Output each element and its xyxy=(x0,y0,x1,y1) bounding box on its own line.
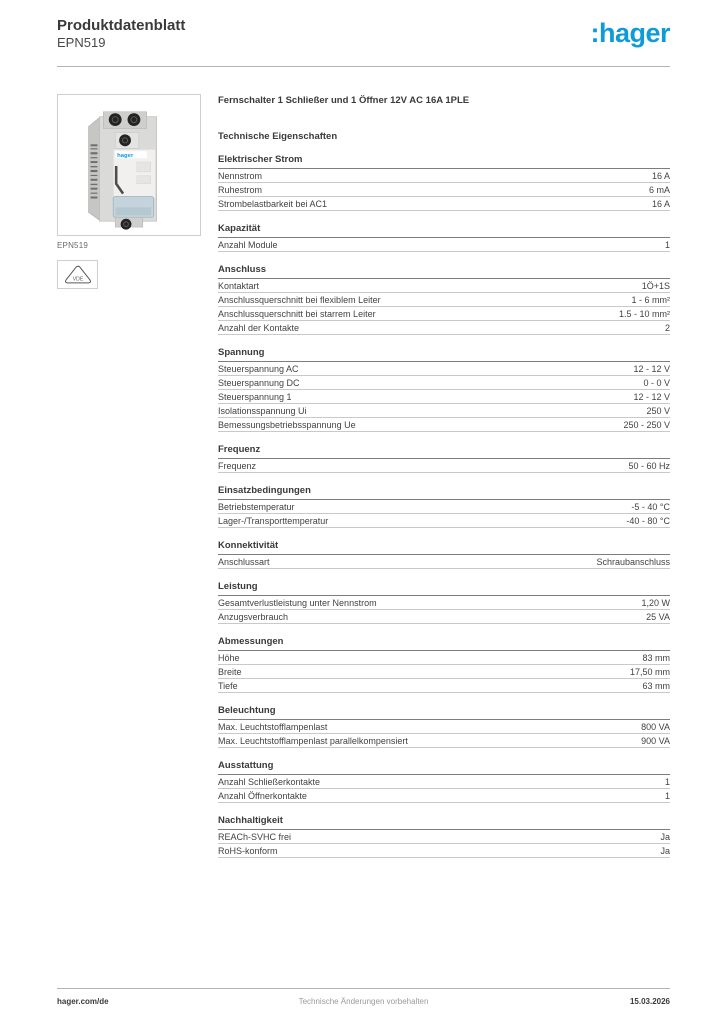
section-title: Kapazität xyxy=(218,224,670,238)
table-row xyxy=(218,720,670,734)
table-row xyxy=(218,293,670,307)
table-row xyxy=(218,844,670,858)
footer-website-link[interactable]: hager.com/de xyxy=(57,997,109,1006)
row-value: 16 A xyxy=(651,199,670,209)
section-rows xyxy=(218,775,670,803)
svg-text:VDE: VDE xyxy=(72,276,83,283)
row-value: 1.5 - 10 mm² xyxy=(618,309,670,319)
row-value: 2 xyxy=(664,323,670,333)
section-rows xyxy=(218,169,670,211)
table-row xyxy=(218,362,670,376)
row-value: 800 VA xyxy=(641,722,670,732)
row-label: Strombelastbarkeit bei AC1 xyxy=(218,199,328,209)
table-row xyxy=(218,596,670,610)
table-row xyxy=(218,555,670,569)
section-rows xyxy=(218,651,670,693)
header-divider xyxy=(57,66,670,67)
row-label: Max. Leuchtstofflampenlast parallelkompensiert xyxy=(218,736,408,746)
section-rows xyxy=(218,238,670,252)
row-value: 63 mm xyxy=(642,681,670,691)
row-value: 0 - 0 V xyxy=(643,378,670,388)
row-label: Höhe xyxy=(218,653,240,663)
table-row xyxy=(218,459,670,473)
row-label: Steuerspannung AC xyxy=(218,364,299,374)
row-label: Ruhestrom xyxy=(218,185,263,195)
row-label: Frequenz xyxy=(218,461,257,471)
row-value: 1Ö+1S xyxy=(641,281,670,291)
row-label: Betriebstemperatur xyxy=(218,502,295,512)
row-value: 900 VA xyxy=(641,736,670,746)
spec-section xyxy=(218,761,670,803)
section-rows xyxy=(218,720,670,748)
row-label: Lager-/Transporttemperatur xyxy=(218,516,329,526)
row-value: 250 V xyxy=(646,406,670,416)
spec-sections xyxy=(218,155,670,858)
row-value: -40 - 80 °C xyxy=(626,516,670,526)
row-label: Bemessungsbetriebsspannung Ue xyxy=(218,420,356,430)
product-image-caption: EPN519 xyxy=(57,241,88,250)
table-row xyxy=(218,830,670,844)
vde-certification-icon xyxy=(57,260,98,289)
page-header xyxy=(57,17,670,51)
section-title: Nachhaltigkeit xyxy=(218,816,670,830)
spec-content xyxy=(218,94,670,858)
section-rows xyxy=(218,362,670,432)
row-label: Anzugsverbrauch xyxy=(218,612,289,622)
row-value: 1,20 W xyxy=(641,598,670,608)
product-code: EPN519 xyxy=(57,35,106,50)
section-rows xyxy=(218,555,670,569)
table-row xyxy=(218,514,670,528)
row-label: Anzahl Öffnerkontakte xyxy=(218,791,307,801)
row-value: 16 A xyxy=(651,171,670,181)
row-label: Nennstrom xyxy=(218,171,263,181)
table-row xyxy=(218,610,670,624)
svg-text:hager: hager xyxy=(117,153,134,160)
table-row xyxy=(218,775,670,789)
section-title: Anschluss xyxy=(218,265,670,279)
row-value: 1 xyxy=(664,777,670,787)
section-title: Leistung xyxy=(218,582,670,596)
spec-section xyxy=(218,265,670,335)
spec-section xyxy=(218,637,670,693)
row-label: Anschlussquerschnitt bei starrem Leiter xyxy=(218,309,376,319)
table-row xyxy=(218,418,670,432)
row-label: REACh-SVHC frei xyxy=(218,832,292,842)
product-photo-svg xyxy=(58,95,200,235)
row-label: Max. Leuchtstofflampenlast xyxy=(218,722,328,732)
doc-type-title: Produktdatenblatt xyxy=(57,17,186,34)
section-rows xyxy=(218,500,670,528)
section-title: Beleuchtung xyxy=(218,706,670,720)
row-label: Anschlussquerschnitt bei flexiblem Leiter xyxy=(218,295,381,305)
section-rows xyxy=(218,596,670,624)
row-value: 1 - 6 mm² xyxy=(631,295,670,305)
product-sidebar xyxy=(57,94,218,858)
table-row xyxy=(218,169,670,183)
row-value: 25 VA xyxy=(646,612,670,622)
row-value: 17,50 mm xyxy=(629,667,670,677)
row-value: Ja xyxy=(660,832,670,842)
section-title: Ausstattung xyxy=(218,761,670,775)
row-value: -5 - 40 °C xyxy=(631,502,670,512)
row-label: Isolationsspannung Ui xyxy=(218,406,307,416)
table-row xyxy=(218,238,670,252)
product-title: Fernschalter 1 Schließer und 1 Öffner 12V AC 16A 1PLE xyxy=(218,95,470,106)
tech-properties-heading: Technische Eigenschaften xyxy=(218,131,338,142)
footer-disclaimer: Technische Änderungen vorbehalten xyxy=(298,997,429,1006)
spec-section xyxy=(218,445,670,473)
product-image xyxy=(57,94,201,236)
row-label: RoHS-konform xyxy=(218,846,278,856)
row-value: 12 - 12 V xyxy=(633,364,670,374)
section-title: Frequenz xyxy=(218,445,670,459)
page-footer xyxy=(57,997,670,1007)
table-row xyxy=(218,679,670,693)
table-row xyxy=(218,665,670,679)
row-value: 6 mA xyxy=(648,185,670,195)
row-label: Gesamtverlustleistung unter Nennstrom xyxy=(218,598,377,608)
spec-section xyxy=(218,224,670,252)
row-label: Tiefe xyxy=(218,681,238,691)
table-row xyxy=(218,390,670,404)
row-value: 250 - 250 V xyxy=(623,420,670,430)
row-label: Anzahl der Kontakte xyxy=(218,323,300,333)
row-value: 12 - 12 V xyxy=(633,392,670,402)
footer-date: 15.03.2026 xyxy=(629,997,670,1006)
table-row xyxy=(218,651,670,665)
row-value: Ja xyxy=(660,846,670,856)
header-titles xyxy=(57,17,185,51)
table-row xyxy=(218,197,670,211)
section-title: Spannung xyxy=(218,348,670,362)
row-value: 1 xyxy=(664,240,670,250)
row-label: Anzahl Module xyxy=(218,240,278,250)
row-value: Schraubanschluss xyxy=(596,557,670,567)
spec-section xyxy=(218,706,670,748)
table-row xyxy=(218,376,670,390)
spec-section xyxy=(218,541,670,569)
row-value: 50 - 60 Hz xyxy=(628,461,670,471)
row-label: Steuerspannung DC xyxy=(218,378,300,388)
section-title: Abmessungen xyxy=(218,637,670,651)
row-value: 83 mm xyxy=(642,653,670,663)
spec-section xyxy=(218,486,670,528)
table-row xyxy=(218,404,670,418)
section-title: Elektrischer Strom xyxy=(218,155,670,169)
table-row xyxy=(218,734,670,748)
section-title: Einsatzbedingungen xyxy=(218,486,670,500)
spec-section xyxy=(218,582,670,624)
table-row xyxy=(218,321,670,335)
table-row xyxy=(218,307,670,321)
main-content xyxy=(57,94,670,858)
row-label: Kontaktart xyxy=(218,281,260,291)
row-label: Breite xyxy=(218,667,242,677)
spec-section xyxy=(218,816,670,858)
row-label: Steuerspannung 1 xyxy=(218,392,292,402)
table-row xyxy=(218,789,670,803)
section-rows xyxy=(218,459,670,473)
section-rows xyxy=(218,830,670,858)
row-label: Anschlussart xyxy=(218,557,270,567)
spec-section xyxy=(218,348,670,432)
row-label: Anzahl Schließerkontakte xyxy=(218,777,321,787)
table-row xyxy=(218,183,670,197)
section-title: Konnektivität xyxy=(218,541,670,555)
section-rows xyxy=(218,279,670,335)
hager-logo: :hager xyxy=(590,18,670,48)
footer-divider xyxy=(57,988,670,989)
row-value: 1 xyxy=(664,791,670,801)
table-row xyxy=(218,279,670,293)
table-row xyxy=(218,500,670,514)
spec-section xyxy=(218,155,670,211)
